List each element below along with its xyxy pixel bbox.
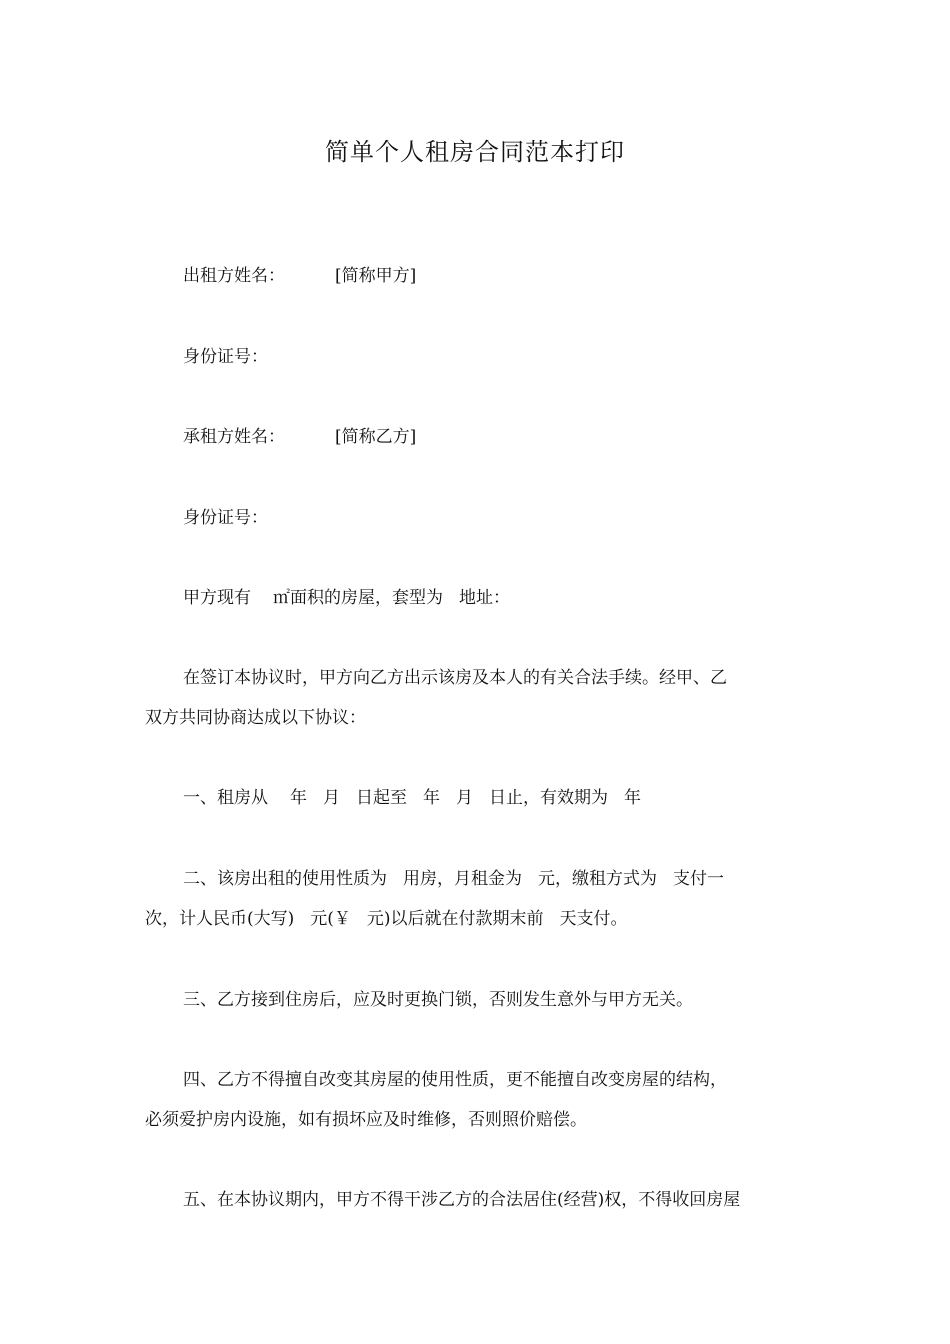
clause-3: 三、乙方接到住房后，应及时更换门锁，否则发生意外与甲方无关。 [183,990,693,1010]
lessor-id-label: 身份证号： [183,347,268,367]
clause-1-text: 一、租房从 [183,788,268,808]
clause-1-year-3: 年 [624,788,641,808]
clause-1-year: 年 [290,788,307,808]
lessee-value: [简称乙方] [335,427,417,447]
lessee-line [183,425,285,449]
clause-2-text-6: 元(￥ [310,909,351,929]
clause-1-year-2: 年 [423,788,440,808]
house-text-3: 地址： [459,588,510,608]
clause-4-line-2: 必须爱护房内设施，如有损坏应及时维修，否则照价赔偿。 [145,1110,587,1130]
house-line [183,586,510,610]
document-title: 简单个人租房合同范本打印 [325,138,625,166]
clause-1-valid: 日止，有效期为 [489,788,608,808]
clause-2-text-7: 元)以后就在付款期末前 [366,909,544,929]
house-text-1: 甲方现有 [183,588,251,608]
clause-2-text-8: 天支付。 [559,909,628,929]
clause-1 [183,786,641,810]
clause-1-month: 月 [323,788,340,808]
lessor-value: [简称甲方] [335,266,417,286]
lessee-id-line [183,506,268,530]
lessor-id-line [183,345,268,369]
clause-2-text-4: 支付一 [673,869,724,889]
intro-line-2: 双方共同协商达成以下协议： [145,708,366,728]
lessee-id-label: 身份证号： [183,508,268,528]
lessee-label: 承租方姓名： [183,427,285,447]
clause-1-day-to: 日起至 [356,788,407,808]
lessor-label: 出租方姓名： [183,266,285,286]
clause-5-line-1: 五、在本协议期内，甲方不得干涉乙方的合法居住(经营)权，不得收回房屋 [183,1190,741,1210]
clause-2-text-3: 元，缴租方式为 [538,869,657,889]
clause-2-line-1 [183,867,724,891]
clause-2-line-2 [145,907,628,931]
house-text-2: ㎡面积的房屋，套型为 [273,588,443,608]
clause-4-line-1: 四、乙方不得擅自改变其房屋的使用性质，更不能擅自改变房屋的结构， [183,1070,727,1090]
lessor-line [183,264,285,288]
intro-line-1: 在签订本协议时，甲方向乙方出示该房及本人的有关合法手续。经甲、乙 [183,668,727,688]
clause-2-text-5: 次，计人民币(大写) [145,909,295,929]
clause-2-text-2: 用房，月租金为 [403,869,522,889]
clause-2-text-1: 二、该房出租的使用性质为 [183,869,387,889]
clause-1-month-2: 月 [456,788,473,808]
